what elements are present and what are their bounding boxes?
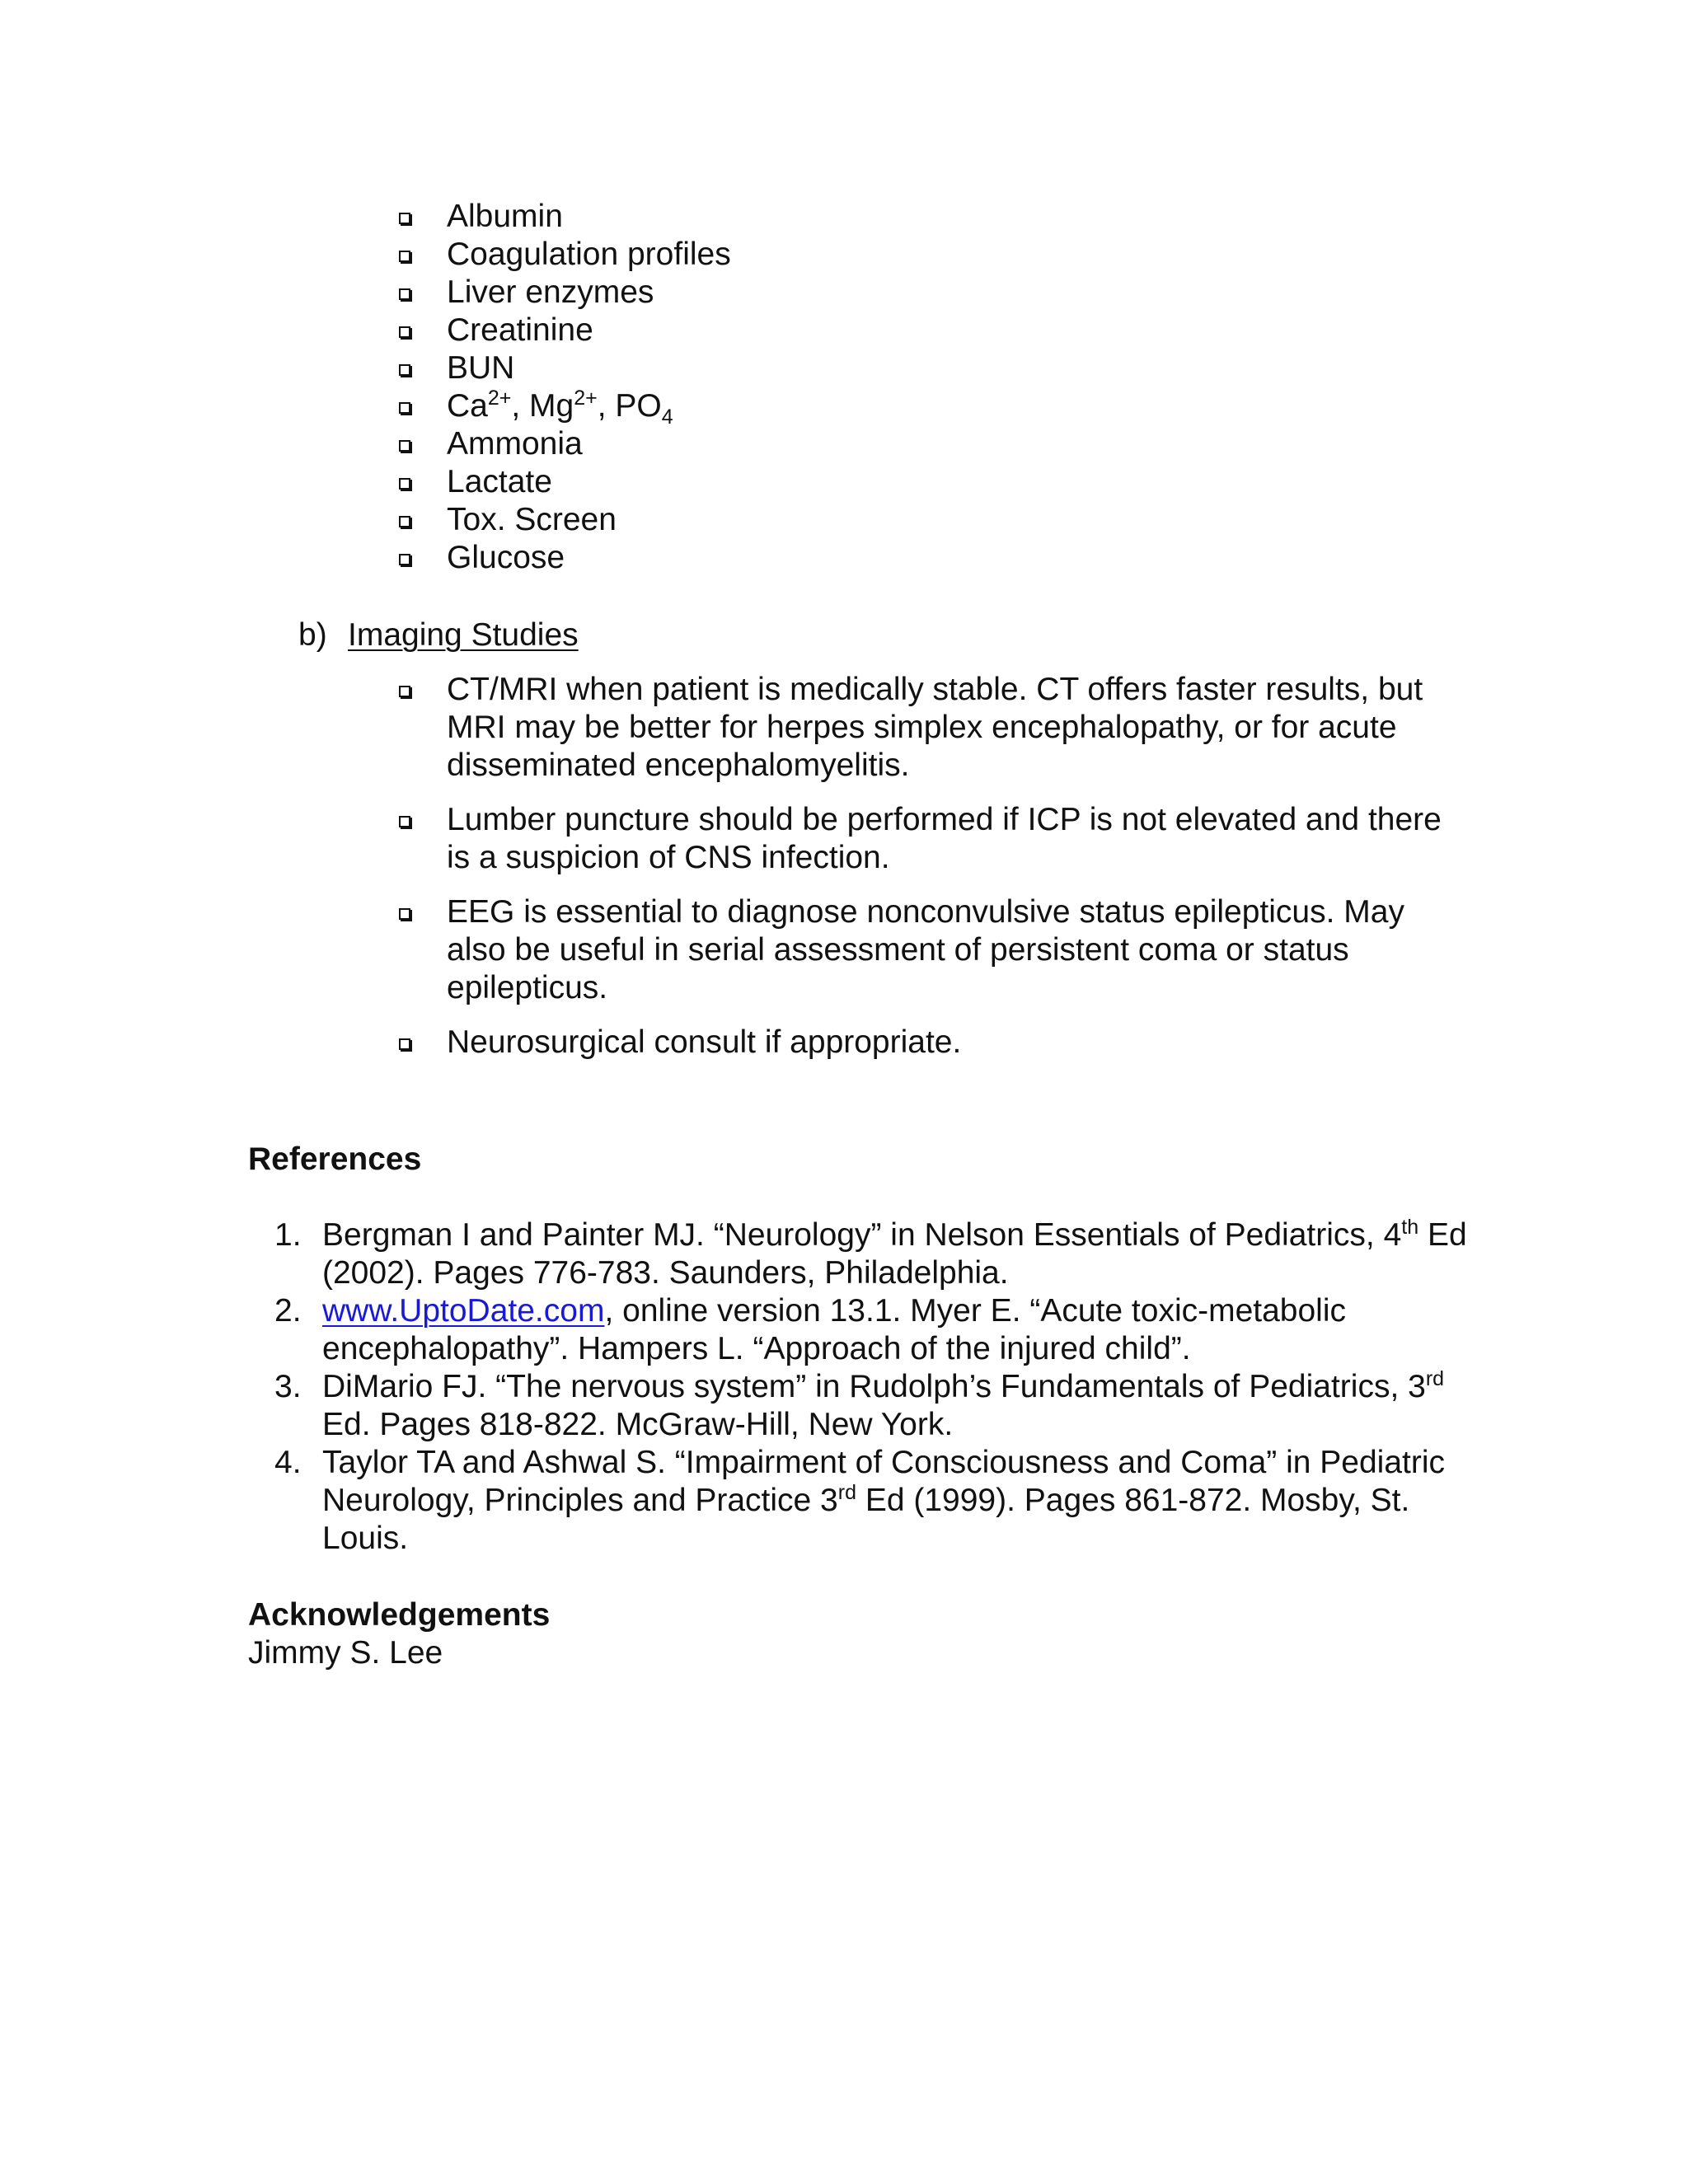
square-bullet-icon — [399, 908, 410, 920]
references-heading: References — [248, 1141, 422, 1177]
list-item: Glucose — [399, 539, 731, 577]
list-item: CT/MRI when patient is medically stable. CT offers faster results, but MRI may be better for herpes simplex encephalopathy, or for acute disseminated encephalomyelitis. — [399, 671, 1454, 785]
list-item: Lumber puncture should be performed if ICP is not elevated and there is a suspicion of CNS infection. — [399, 801, 1454, 877]
section-title: Imaging Studies — [348, 617, 579, 653]
acknowledgements-heading: Acknowledgements — [248, 1597, 551, 1633]
square-bullet-icon — [399, 402, 410, 414]
square-bullet-icon — [399, 364, 410, 376]
list-item: Liver enzymes — [399, 274, 731, 312]
section-letter: b) — [298, 617, 327, 653]
square-bullet-icon — [399, 440, 410, 452]
list-item: Lactate — [399, 463, 731, 501]
list-item: EEG is essential to diagnose nonconvulsive status epilepticus. May also be useful in serial assessment of persistent coma or status epilepticus. — [399, 893, 1454, 1007]
reference-item: 3. DiMario FJ. “The nervous system” in Rudolph’s Fundamentals of Pediatrics, 3rd Ed. Pages 818-822. McGraw-Hill, New York. — [274, 1367, 1445, 1442]
list-item: BUN — [399, 349, 731, 387]
square-bullet-icon — [399, 1038, 410, 1050]
reference-number: 1. — [274, 1217, 302, 1253]
list-item: Coagulation profiles — [399, 236, 731, 274]
square-bullet-icon — [399, 213, 410, 224]
uptodate-link[interactable]: www.UptoDate.com — [322, 1293, 605, 1329]
list-item: Creatinine — [399, 312, 731, 349]
square-bullet-icon — [399, 251, 410, 262]
square-bullet-icon — [399, 326, 410, 338]
reference-number: 2. — [274, 1293, 302, 1329]
list-item: Tox. Screen — [399, 501, 731, 539]
square-bullet-icon — [399, 554, 410, 565]
references-list — [248, 1216, 1484, 1558]
list-item: Albumin — [399, 198, 731, 236]
reference-number: 4. — [274, 1445, 302, 1480]
list-item-electrolytes: $Ca^{2+}$, $Mg^{2+}$, $PO_4$ — [399, 387, 731, 425]
reference-number: 3. — [274, 1369, 302, 1404]
imaging-studies-list — [399, 671, 1454, 1078]
imaging-studies-heading — [298, 616, 579, 654]
lab-tests-list — [399, 198, 731, 577]
square-bullet-icon — [399, 516, 410, 527]
reference-item: 2. www.UptoDate.com, online version 13.1. Myer E. “Acute toxic-metabolic encephalopathy”. Hampers L. “Approach of the injured child”. — [274, 1293, 1347, 1366]
square-bullet-icon — [399, 288, 410, 300]
reference-item: 4. Taylor TA and Ashwal S. “Impairment of Consciousness and Coma” in Pediatric Neurology, Principles and Practice 3rd Ed (1999). Pages 861-872. Mosby, St. Louis. — [274, 1445, 1446, 1556]
acknowledgement-name: Jimmy S. Lee — [248, 1635, 443, 1671]
square-bullet-icon — [399, 686, 410, 697]
list-item: Ammonia — [399, 425, 731, 463]
reference-item: 1. Bergman I and Painter MJ. “Neurology” in Nelson Essentials of Pediatrics, 4th Ed (2002). Pages 776-783. Saunders, Philadelphia. — [274, 1216, 1467, 1291]
square-bullet-icon — [399, 478, 410, 490]
square-bullet-icon — [399, 816, 410, 827]
list-item: Neurosurgical consult if appropriate. — [399, 1024, 1454, 1062]
